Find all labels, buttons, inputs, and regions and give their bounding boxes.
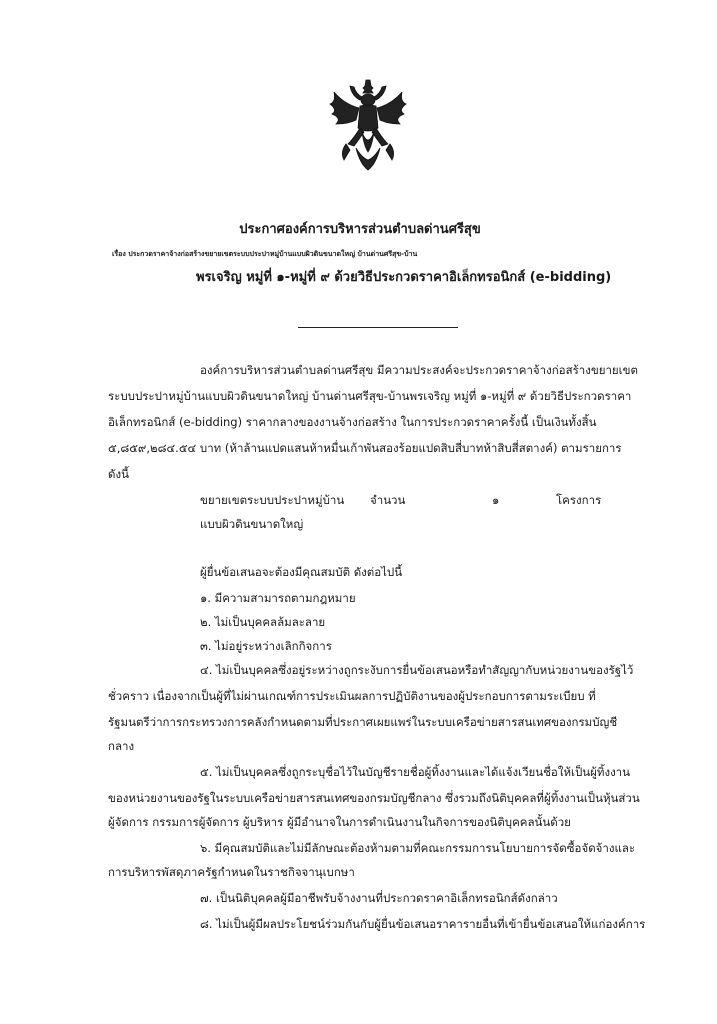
qualification-6-line-1: ๖. มีคุณสมบัติและไม่มีลักษณะต้องห้ามตามที่คณะกรรมการนโยบายการจัดซื้อจัดจ้างและ	[200, 841, 636, 855]
qualification-5-line-2: ของหน่วยงานของรัฐในระบบเครือข่ายสารสนเทศของกรมบัญชีกลาง ซึ่งรวมถึงนิติบุคคลที่ผู้ทิ้งงานเป็นหุ้นส่วน	[108, 791, 640, 805]
qualification-8-line-1: ๘. ไม่เป็นผู้มีผลประโยชน์ร่วมกันกับผู้ยื่นข้อเสนอราคารายอื่นที่เข้ายื่นข้อเสนอให้แก่องค์การ	[200, 917, 646, 931]
item-name-line-2: แบบผิวดินขนาดใหญ่	[200, 517, 304, 531]
item-name-line-1: ขยายเขตระบบประปาหมู่บ้าน	[200, 493, 345, 507]
item-quantity-label: จำนวน	[370, 493, 406, 507]
item-quantity: ๑	[492, 493, 500, 507]
intro-line-2: ระบบประปาหมู่บ้านแบบผิวดินขนาดใหญ่ บ้านด่านศรีสุข-บ้านพรเจริญ หมู่ที่ ๑-หมู่ที่ ๙ ด้วยวิธีประกวดราคา	[108, 389, 632, 403]
garuda-emblem-icon	[326, 78, 410, 178]
intro-line-4: ๕,๘๕๙,๒๘๔.๕๔ บาท (ห้าล้านแปดแสนห้าหมื่นเก้าพันสองร้อยแปดสิบสี่บาทห้าสิบสี่สตางค์) ตามรายการ	[108, 441, 622, 455]
qualification-3: ๓. ไม่อยู่ระหว่างเลิกกิจการ	[200, 639, 332, 653]
subject-line-1	[112, 243, 662, 266]
qualification-4-line-4: กลาง	[108, 739, 135, 753]
qualification-4-line-2: ชั่วคราว เนื่องจากเป็นผู้ที่ไม่ผ่านเกณฑ์การประเมินผลการปฏิบัติงานของผู้ประกอบการตามระเบียบ ที่	[108, 689, 596, 703]
intro-line-5: ดังนี้	[108, 467, 129, 481]
subject-label: เรื่อง	[112, 250, 126, 258]
qualification-4-line-1: ๔. ไม่เป็นบุคคลซึ่งอยู่ระหว่างถูกระงับการยื่นข้อเสนอหรือทำสัญญากับหน่วยงานของรัฐไว้	[200, 663, 634, 677]
title-divider	[298, 327, 458, 328]
qualification-6-line-2: การบริหารพัสดุภาครัฐกำหนดในราชกิจจานุเบกษา	[108, 865, 355, 879]
qualification-2: ๒. ไม่เป็นบุคคลล้มละลาย	[200, 615, 326, 629]
intro-line-1: องค์การบริหารส่วนตำบลด่านศรีสุข มีความประสงค์จะประกวดราคาจ้างก่อสร้างขยายเขต	[200, 363, 638, 377]
intro-line-3: อิเล็กทรอนิกส์ (e-bidding) ราคากลางของงานจ้างก่อสร้าง ในการประกวดราคาครั้งนี้ เป็นเงินทั้งสิ้น	[108, 415, 597, 429]
qualification-5-line-1: ๕. ไม่เป็นบุคคลซึ่งถูกระบุชื่อไว้ในบัญชีรายชื่อผู้ทิ้งงานและได้แจ้งเวียนชื่อให้เป็นผู้ทิ้งงาน	[200, 765, 630, 779]
qualification-4-line-3: รัฐมนตรีว่าการกระทรวงการคลังกำหนดตามที่ประกาศเผยแพร่ในระบบเครือข่ายสารสนเทศของกรมบัญชี	[108, 715, 618, 729]
qualifications-heading: ผู้ยื่นข้อเสนอจะต้องมีคุณสมบัติ ดังต่อไปนี้	[200, 565, 403, 579]
item-unit: โครงการ	[556, 493, 602, 507]
qualification-7: ๗. เป็นนิติบุคคลผู้มีอาชีพรับจ้างงานที่ประกวดราคาอิเล็กทรอนิกส์ดังกล่าว	[200, 891, 558, 905]
agency-title: ประกาศองค์การบริหารส่วนตำบลด่านศรีสุข	[239, 222, 481, 237]
subject-line-2: พรเจริญ หมู่ที่ ๑-หมู่ที่ ๙ ด้วยวิธีประกวดราคาอิเล็กทรอนิกส์ (e-bidding)	[196, 270, 612, 285]
qualification-5-line-3: ผู้จัดการ กรรมการผู้จัดการ ผู้บริหาร ผู้มีอำนาจในการดำเนินงานในกิจการของนิติบุคคลนั้นด้วย	[108, 815, 571, 829]
qualification-1: ๑. มีความสามารถตามกฎหมาย	[200, 591, 356, 605]
subject-text-1: ประกวดราคาจ้างก่อสร้างขยายเขตระบบประปาหมู่บ้านแบบผิวดินขนาดใหญ่ บ้านด่านศรีสุข-บ้าน	[128, 250, 418, 258]
